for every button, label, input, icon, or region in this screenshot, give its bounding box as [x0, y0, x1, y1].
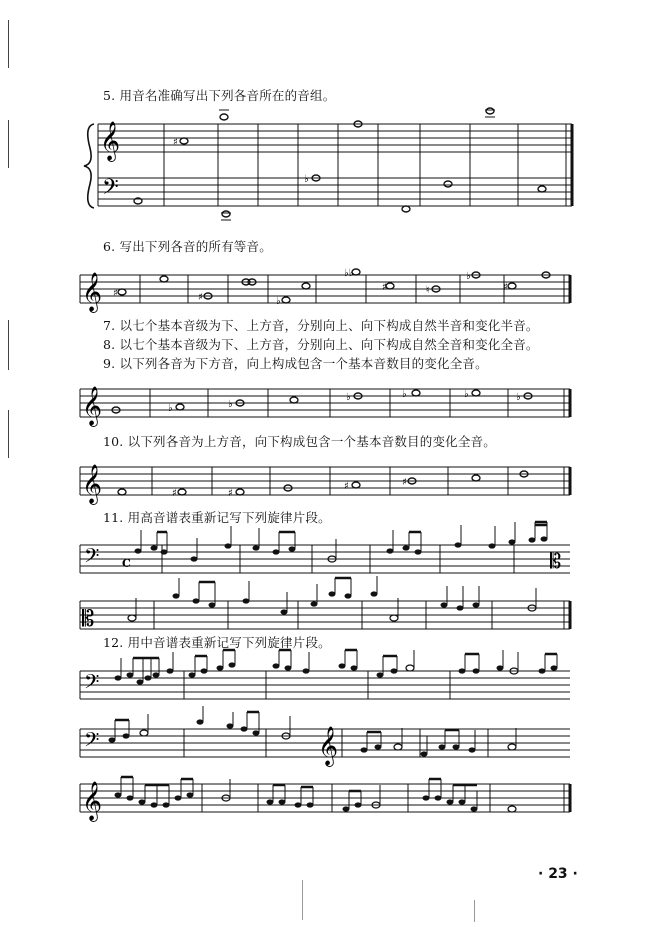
question-12-text: 12. 用中音谱表重新记写下列旋律片段。 — [103, 635, 331, 650]
svg-text:𝄢: 𝄢 — [84, 544, 100, 572]
svg-text:𝄡: 𝄡 — [82, 607, 95, 632]
svg-text:♭: ♭ — [464, 389, 469, 400]
svg-text:𝄞: 𝄞 — [82, 464, 103, 504]
margin-mark — [8, 20, 9, 68]
question-9-text: 9. 以下列各音为下方音，向上构成包含一个基本音数目的变化全音。 — [103, 356, 488, 371]
margin-mark — [8, 120, 9, 168]
svg-text:𝄢: 𝄢 — [84, 670, 100, 698]
question-8-text: 8. 以七个基本音级为下、上方音，分别向上、向下构成自然全音和变化全音。 — [103, 337, 539, 352]
svg-text:♯: ♯ — [344, 481, 349, 492]
question-5-text: 5. 用音名准确写出下列各音所在的音组。 — [103, 88, 336, 103]
svg-text:𝄞: 𝄞 — [100, 121, 121, 161]
svg-text:♮: ♮ — [426, 285, 430, 296]
question-10-text: 10. 以下列各音为上方音，向下构成包含一个基本音数目的变化全音。 — [103, 434, 496, 449]
staff-q6 — [80, 270, 580, 310]
svg-text:♭: ♭ — [346, 392, 351, 403]
svg-text:𝄞: 𝄞 — [318, 726, 339, 766]
svg-text:♯: ♯ — [172, 488, 177, 499]
staff-q12-bass-1 — [80, 666, 580, 706]
margin-mark — [8, 410, 9, 458]
question-7-text: 7. 以七个基本音级为下、上方音，分别向上、向下构成自然半音和变化半音。 — [103, 318, 539, 333]
staff-q12-treble — [80, 779, 580, 819]
svg-text:♭: ♭ — [276, 296, 281, 307]
svg-text:𝄢: 𝄢 — [102, 175, 119, 205]
staff-q12-bass-treble — [80, 724, 580, 764]
margin-mark — [8, 320, 9, 370]
staff-q11-bass — [80, 540, 580, 580]
svg-text:♭: ♭ — [228, 399, 233, 410]
svg-text:𝄞: 𝄞 — [82, 272, 103, 312]
svg-text:♯: ♯ — [382, 282, 387, 293]
svg-text:♯: ♯ — [113, 288, 118, 299]
svg-text:♭: ♭ — [168, 403, 173, 414]
svg-text:𝄡: 𝄡 — [550, 549, 562, 573]
svg-text:♭: ♭ — [466, 271, 471, 282]
svg-text:♭: ♭ — [516, 392, 521, 403]
staff-q10 — [80, 462, 580, 502]
question-6-text: 6. 写出下列各音的所有等音。 — [103, 239, 272, 254]
svg-text:♭: ♭ — [304, 174, 309, 185]
scan-mark — [474, 900, 475, 922]
question-11-text: 11. 用高音谱表重新记写下列旋律片段。 — [103, 510, 331, 525]
svg-text:𝄢: 𝄢 — [84, 728, 100, 756]
scan-mark — [302, 880, 303, 920]
svg-text:♯: ♯ — [198, 292, 203, 303]
svg-text:♯: ♯ — [228, 488, 233, 499]
svg-text:𝄞: 𝄞 — [82, 781, 103, 821]
svg-text:♯: ♯ — [173, 137, 178, 148]
grand-staff-q5 — [80, 110, 580, 220]
svg-text:♯: ♯ — [503, 282, 508, 293]
page-number: · 23 · — [538, 866, 578, 882]
svg-text:♭: ♭ — [402, 389, 407, 400]
svg-text:♯: ♯ — [402, 477, 407, 488]
svg-text:𝄞: 𝄞 — [82, 386, 103, 426]
staff-q9 — [80, 384, 580, 424]
svg-text:C: C — [122, 557, 131, 570]
svg-text:♭♭: ♭♭ — [344, 268, 354, 279]
staff-q11-alto — [80, 596, 580, 636]
